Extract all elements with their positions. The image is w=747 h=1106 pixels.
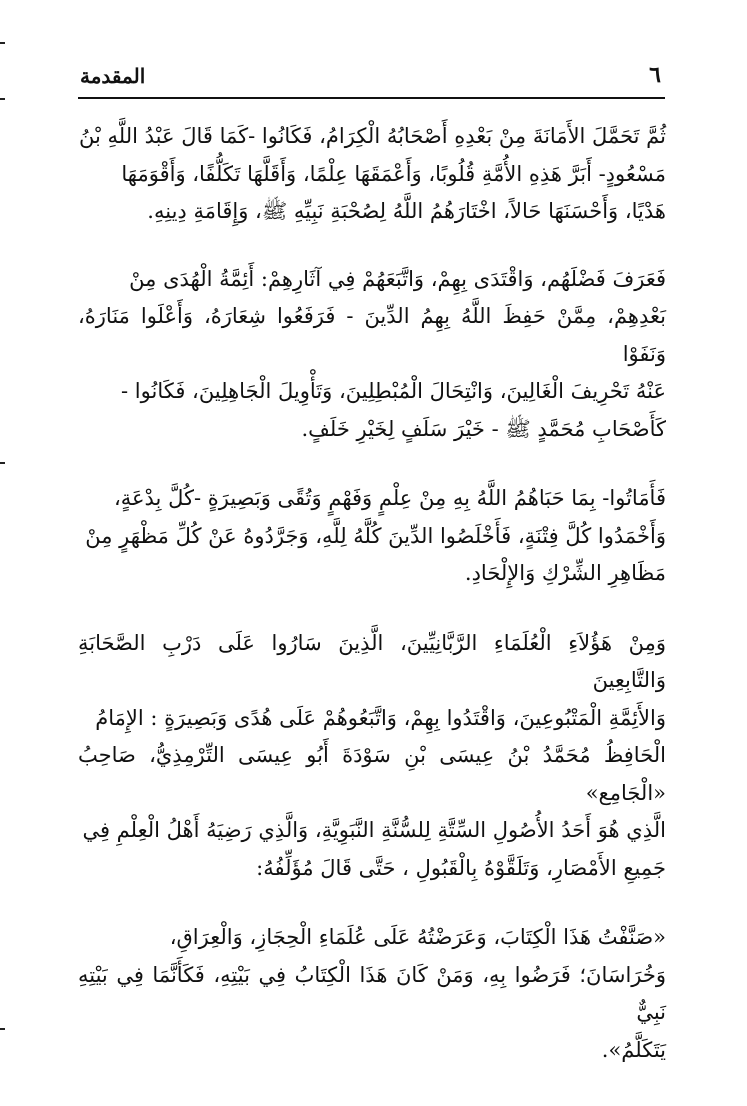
text-line: وَمِنْ هَؤُلاَءِ الْعُلَمَاءِ الرَّبَّانِيِّينَ، الَّذِينَ سَارُوا عَلَى دَرْبِ الصَّحَابَةِ وَالتَّابِعِينَ [78,630,666,692]
scan-mark [0,98,5,100]
text-line: بَعْدِهِمْ، مِمَّنْ حَفِظَ اللَّهُ بِهِمُ الدِّينَ - فَرَفَعُوا شِعَارَهُ، وَأَعْلَوا مَنَارَهُ، وَنَفَوْا [78,304,666,366]
text-line: هَدْيًا، وَأَحْسَنَهَا حَالاً، اخْتَارَهُمُ اللَّهُ لِصُحْبَةِ نَبِيِّهِ ﷺ، وَإِقَامَةِ دِينِهِ. [147,199,666,223]
text-line: مَظَاهِرِ الشِّرْكِ وَالإِلْحَادِ. [464,561,666,585]
page-header [78,62,663,96]
paragraph-4 [78,625,666,888]
header-rule [78,97,665,99]
page-number: ٦ [649,62,661,88]
text-line: فَعَرَفَ فَضْلَهُم، وَاقْتَدَى بِهِمْ، وَاتَّبَعَهُمْ فِي آثَارِهِمْ: أَئِمَّةُ الْهُدَى مِنْ [129,266,666,291]
text-line: وَالأَئِمَّةِ الْمَتْبُوعِينَ، وَاقْتَدُوا بِهِمْ، وَاتَّبَعُوهُمْ عَلَى هُدًى وَبَصِيرَةٍ : الإِمَامُ [95,705,666,730]
text-line: مَسْعُودٍ- أَبَرَّ هَذِهِ الأُمَّةِ قُلُوبًا، وَأَعْمَقَهَا عِلْمًا، وَأَقَلَّهَا تَكَلُّفًا، وَأَقْوَمَهَا [121,161,666,186]
text-line: يَتَكَلَّمُ». [601,1037,666,1062]
text-line: عَنْهُ تَحْرِيفَ الْغَالِينَ، وَانْتِحَالَ الْمُبْطِلِينَ، وَتَأْوِيلَ الْجَاهِلِينَ، فَكَانُوا - [121,379,666,403]
text-line: الَّذِي هُوَ أَحَدُ الأُصُولِ السِّتَّةِ لِلسُّنَّةِ النَّبَوِيَّةِ، وَالَّذِي رَضِيَهُ أَهْلُ الْعِلْمِ فِي [82,818,666,842]
text-line: جَمِيعِ الأَمْصَارِ، وَتَلَقَّوْهُ بِالْقَبُولِ ، حَتَّى قَالَ مُؤَلِّفُهُ: [256,855,666,880]
text-line: فَأَمَاتُوا- بِمَا حَبَاهُمُ اللَّهُ بِهِ مِنْ عِلْمٍ وَفَهْمٍ وَتُقًى وَبَصِيرَةٍ -كُلَّ بِدْعَةٍ، [113,486,666,510]
text-line: وَخُرَاسَانَ؛ فَرَضُوا بِهِ، وَمَنْ كَانَ هَذَا الْكِتَابُ فِي بَيْتِهِ، فَكَأَنَّمَا فِي بَيْتِهِ نَبِيٌّ [78,962,666,1024]
text-line: الْحَافِظُ مُحَمَّدُ بْنُ عِيسَى بْنِ سَوْدَةَ أَبُو عِيسَى التِّرْمِذِيُّ، صَاحِبُ «الْجَامِع» [78,743,666,805]
text-line: وَأَخْمَدُوا كُلَّ فِتْنَةٍ، فَأَخْلَصُوا الدِّينَ كُلَّهُ لِلَّهِ، وَجَرَّدُوهُ عَنْ كُلِّ مَظْهَرٍ مِنْ [85,523,666,548]
body-text [78,118,666,1106]
paragraph-2 [78,261,666,449]
text-line: «صَنَّفْتُ هَذَا الْكِتَابَ، وَعَرَضْتُهُ عَلَى عُلَمَاءِ الْحِجَازِ، وَالْعِرَاقِ، [169,925,666,949]
scan-mark [0,42,5,44]
scan-mark [0,1028,5,1030]
paragraph-1 [78,118,666,231]
paragraph-5 [78,919,666,1069]
text-line: ثُمَّ تَحَمَّلَ الأَمَانَةَ مِنْ بَعْدِهِ أَصْحَابُهُ الْكِرَامُ، فَكَانُوا -كَمَا قَالَ عَبْدُ اللَّهِ بْنُ [79,124,666,148]
scan-mark [0,462,5,464]
text-line: كَأَصْحَابِ مُحَمَّدٍ ﷺ - خَيْرَ سَلَفٍ لِخَيْرِ خَلَفٍ. [301,416,666,441]
section-title: المقدمة [80,64,146,88]
paragraph-3 [78,480,666,593]
